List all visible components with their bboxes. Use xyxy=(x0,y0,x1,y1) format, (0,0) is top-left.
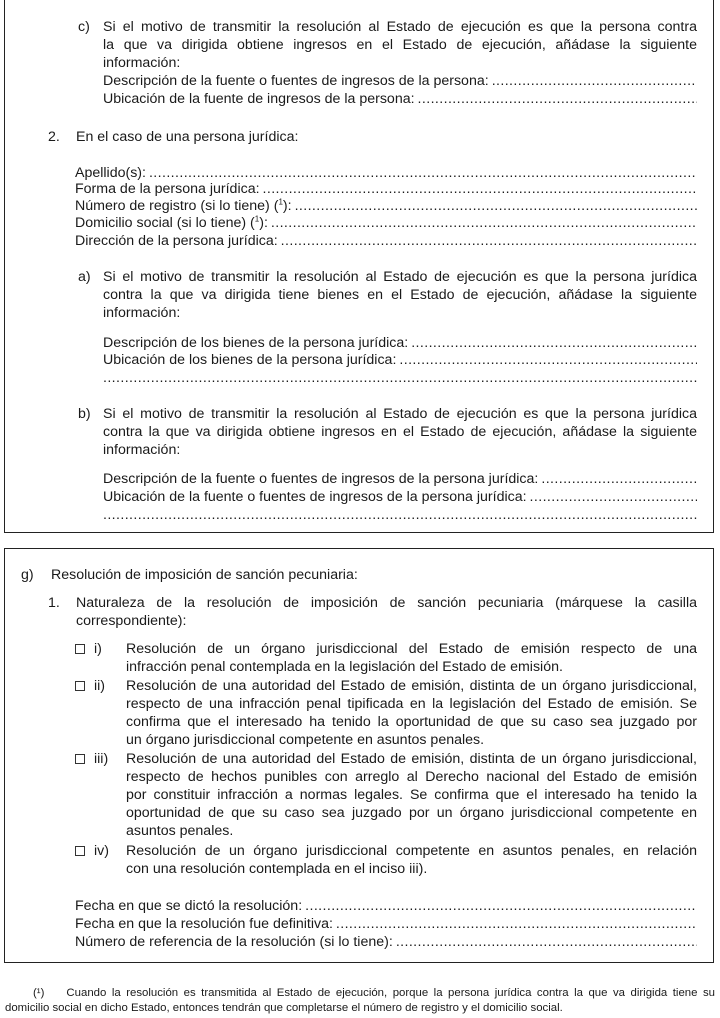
footnote-line: domicilio social en dicho Estado, entonces tendrán que completarse el número de registro y el domicilio social. xyxy=(5,1001,563,1014)
option-iii-checkbox[interactable] xyxy=(75,750,85,768)
dotted-fill xyxy=(418,90,697,108)
item-1-text xyxy=(76,594,697,630)
option-line: Resolución de un órgano jurisdiccional competente en asuntos penales, en relación xyxy=(126,843,697,859)
dotted-fill xyxy=(103,369,697,387)
option-i-checkbox[interactable] xyxy=(75,640,85,658)
field-label: Dirección de la persona jurídica: xyxy=(75,233,278,249)
field-label: Ubicación de la fuente o fuentes de ingresos de la persona jurídica: xyxy=(103,489,527,505)
item-b-line: Si el motivo de transmitir la resolución al Estado de ejecución es que la persona jurídica xyxy=(103,406,697,422)
legal-address-field[interactable] xyxy=(75,232,697,250)
dotted-fill xyxy=(396,933,697,951)
item-1-line: Naturaleza de la resolución de imposición de sanción pecuniaria (márquese la casilla xyxy=(76,595,697,611)
option-ii-text xyxy=(126,677,697,749)
option-line: Resolución de una autoridad del Estado de emisión, distinta de un órgano jurisdiccional, xyxy=(126,751,697,767)
option-line: respecto de hechos punibles con arreglo al Derecho nacional del Estado de emisión xyxy=(126,769,697,785)
field-label: Número de referencia de la resolución (si lo tiene): xyxy=(75,934,393,950)
item-c-line: información: xyxy=(103,55,181,71)
footnote-marker: (¹) xyxy=(33,987,45,999)
dotted-fill xyxy=(411,334,697,352)
option-ii-number: ii) xyxy=(94,678,106,694)
legal-form-field[interactable] xyxy=(75,180,697,198)
dotted-fill xyxy=(530,488,697,506)
dotted-fill xyxy=(263,180,697,198)
option-line: asuntos penales. xyxy=(126,823,234,839)
footnote-ref: 1 xyxy=(254,214,260,224)
field-label: Descripción de la fuente o fuentes de ingresos de la persona jurídica: xyxy=(103,471,539,487)
dotted-fill xyxy=(271,214,697,232)
option-iv-number: iv) xyxy=(94,843,109,859)
option-line: respecto de una infracción penal tipificada en la legislación del Estado de emisión. Se xyxy=(126,696,697,712)
option-line: infracción penal contemplada en la legislación del Estado de emisión. xyxy=(126,659,563,675)
option-iii-number: iii) xyxy=(94,751,109,767)
dotted-fill xyxy=(305,897,697,915)
legal-income-location-field[interactable] xyxy=(103,488,697,506)
income-source-description-field[interactable] xyxy=(103,72,697,90)
decision-date-field[interactable] xyxy=(75,897,697,915)
dotted-fill xyxy=(336,915,697,933)
item-1-line: correspondiente): xyxy=(76,613,187,629)
checkbox-icon[interactable] xyxy=(75,846,85,856)
option-line: oportunidad de que su caso sea juzgado por un órgano jurisdiccional competente en xyxy=(126,805,697,821)
option-iv-checkbox[interactable] xyxy=(75,842,85,860)
dotted-fill xyxy=(399,351,697,369)
item-c-line: la que va dirigida obtiene ingresos en el Estado de ejecución, añádase la siguiente xyxy=(103,37,697,53)
checkbox-icon[interactable] xyxy=(75,644,85,654)
dotted-fill xyxy=(295,197,697,215)
section-g-marker: g) xyxy=(21,567,34,583)
item-a-marker: a) xyxy=(78,269,91,285)
option-iv-text xyxy=(126,842,697,878)
footnote-text: Cuando la resolución es transmitida al Estado de ejecución, porque la persona jurídica contra la que va dirigida tiene su xyxy=(66,987,715,999)
option-line: con una resolución contemplada en el inciso iii). xyxy=(126,861,428,877)
field-label: Descripción de la fuente o fuentes de ingresos de la persona: xyxy=(103,73,489,89)
option-iii-text xyxy=(126,750,697,840)
field-label: Domicilio social (si lo tiene) ($^1$): xyxy=(75,214,268,231)
income-source-location-field[interactable] xyxy=(103,90,697,108)
item-a-text xyxy=(103,268,697,322)
legal-income-extra-line[interactable] xyxy=(103,506,697,524)
item-b-line: información: xyxy=(103,442,181,458)
assets-description-field[interactable] xyxy=(103,334,697,352)
field-label: Ubicación de los bienes de la persona jurídica: xyxy=(103,352,397,368)
registered-office-field[interactable] xyxy=(75,214,697,232)
item-a-line: Si el motivo de transmitir la resolución al Estado de ejecución es que la persona jurídica xyxy=(103,269,697,285)
option-line: Resolución de una autoridad del Estado de emisión, distinta de un órgano jurisdiccional, xyxy=(126,678,697,694)
item-c-marker: c) xyxy=(78,19,90,35)
footnote-ref: 1 xyxy=(278,197,283,207)
item-b-line: contra la que va dirigida obtiene ingresos en el Estado de ejecución, añádase la siguiente xyxy=(103,424,697,440)
item-1-marker: 1. xyxy=(48,595,60,611)
field-label: Descripción de los bienes de la persona jurídica: xyxy=(103,335,409,351)
option-i-text xyxy=(126,640,697,676)
option-line: confirma que el interesado ha tenido la oportunidad de que su caso sea juzgado por xyxy=(126,714,697,730)
item-c-line: Si el motivo de transmitir la resolución al Estado de ejecución es que la persona contra xyxy=(103,19,697,35)
item-a-line: contra la que va dirigida tiene bienes en el Estado de ejecución, añádase la siguiente xyxy=(103,287,697,303)
field-label: Forma de la persona jurídica: xyxy=(75,181,260,197)
item-2-title: En el caso de una persona jurídica: xyxy=(76,129,299,145)
registration-number-field[interactable] xyxy=(75,197,697,215)
legal-income-description-field[interactable] xyxy=(103,470,697,488)
assets-extra-line[interactable] xyxy=(103,369,697,387)
option-line: por constituir infracción a normas legales. Se confirma que el interesado ha tenido la xyxy=(126,787,697,803)
field-label: Fecha en que se dictó la resolución: xyxy=(75,898,303,914)
section-g-title: Resolución de imposición de sanción pecuniaria: xyxy=(51,567,358,583)
checkbox-icon[interactable] xyxy=(75,681,85,691)
item-a-line: información: xyxy=(103,305,181,321)
option-line: Resolución de un órgano jurisdiccional del Estado de emisión respecto de una xyxy=(126,641,697,657)
field-label: Apellido(s): xyxy=(75,165,146,181)
final-date-field[interactable] xyxy=(75,915,697,933)
footnote xyxy=(5,986,715,1015)
option-line: un órgano jurisdiccional competente en asuntos penales. xyxy=(126,732,485,748)
dotted-fill xyxy=(492,72,697,90)
option-ii-checkbox[interactable] xyxy=(75,677,85,695)
field-label: Fecha en que la resolución fue definitiva: xyxy=(75,916,333,932)
item-b-text xyxy=(103,405,697,459)
dotted-fill xyxy=(103,506,697,524)
dotted-fill xyxy=(541,470,697,488)
option-i-number: i) xyxy=(94,641,102,657)
footnote-line xyxy=(5,986,715,1001)
dotted-fill xyxy=(281,232,697,250)
assets-location-field[interactable] xyxy=(103,351,697,369)
field-label: Número de registro (si lo tiene) ($^1$): xyxy=(75,197,292,214)
field-label: Ubicación de la fuente de ingresos de la persona: xyxy=(103,91,415,107)
item-c-text xyxy=(103,18,697,72)
checkbox-icon[interactable] xyxy=(75,754,85,764)
item-2-marker: 2. xyxy=(48,129,60,145)
item-b-marker: b) xyxy=(78,406,91,422)
reference-number-field[interactable] xyxy=(75,933,697,951)
